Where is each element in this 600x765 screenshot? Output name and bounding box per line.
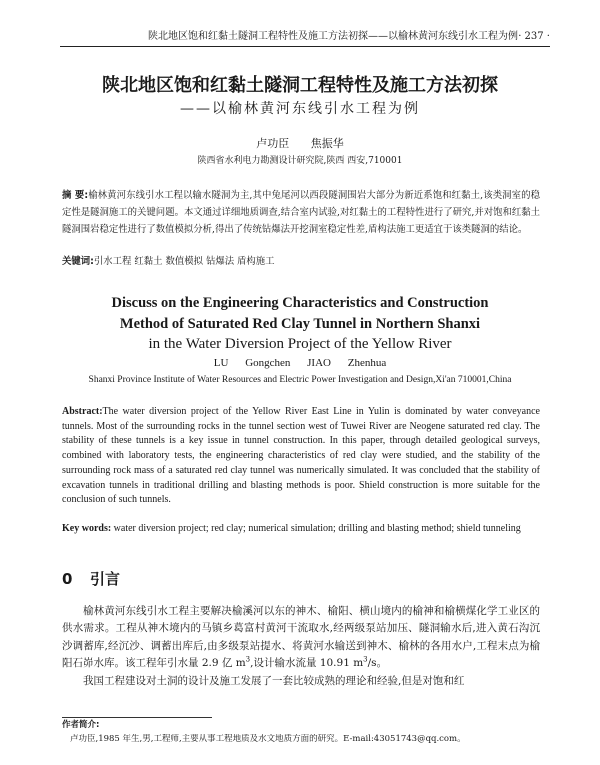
english-abstract-label: Abstract: — [62, 406, 103, 417]
section-heading — [62, 570, 120, 588]
chinese-authors: 卢功臣 焦振华 — [256, 137, 344, 150]
chinese-subtitle: ——以榆林黄河东线引水工程为例 — [180, 101, 420, 117]
section-title: 引言 — [90, 570, 121, 588]
header-rule — [60, 46, 550, 47]
body-text — [62, 603, 540, 690]
footnote-text: 卢功臣,1985 年生,男,工程师,主要从事工程地质及水文地质方面的研究。E-mail:43051743@qq.com。 — [70, 734, 466, 744]
english-keywords-label: Key words: — [62, 523, 112, 534]
english-title-line-2: Method of Saturated Red Clay Tunnel in Northern Shanxi — [119, 316, 481, 332]
chinese-keywords-label: 关键词: — [62, 256, 94, 267]
footnote-rule — [62, 717, 212, 718]
running-head-title: 陕北地区饱和红黏土隧洞工程特性及施工方法初探——以榆林黄河东线引水工程为例 — [148, 31, 518, 42]
english-title-line-3: in the Water Diversion Project of the Yellow River — [148, 336, 452, 352]
english-keywords — [62, 522, 540, 537]
english-title-line-1: Discuss on the Engineering Characteristics and Construction — [111, 295, 489, 311]
english-keywords-text: water diversion project; red clay; numerical simulation; drilling and blasting method; shield tunneling — [113, 523, 521, 534]
body-paragraph-1-end: /s。 — [367, 657, 388, 670]
chinese-keywords-text: 引水工程 红黏土 数值模拟 钻爆法 盾构施工 — [93, 256, 275, 267]
chinese-affiliation: 陕西省水利电力勘测设计研究院,陕西 西安,710001 — [197, 156, 403, 166]
english-authors: LU Gongchen JIAO Zhenhua — [213, 357, 387, 369]
chinese-title: 陕北地区饱和红黏土隧洞工程特性及施工方法初探 — [102, 75, 498, 96]
body-paragraph-1-cont: ,设计输水流量 10.91 m — [250, 657, 364, 670]
page-number: · 237 · — [518, 31, 550, 42]
body-paragraph-2: 我国工程建设对土洞的设计及施工发展了一套比较成熟的理论和经验,但是对饱和红 — [83, 674, 465, 687]
chinese-keywords — [62, 255, 540, 269]
english-abstract-text: The water diversion project of the Yellow River East Line in Yulin is dominated by water conveyance tunnels. Most of the surrounding rocks in the tunnel section west of Tuwei River are Neogene saturated red clay. The stability of these tunnels is a key issue in tunnel construction. In this paper, through detailed geological surveys, combined with laboratory tests, the engineering characteristics of red clay were studied, and the stability of the surrounding rock mass of a saturated red clay tunnel was numerically simulated. It was concluded that the stability of excavation tunnels in traditional drilling and blasting methods is poor. Shield construction is more suitable for the conclusion of such tunnels. — [62, 406, 540, 506]
chinese-abstract — [62, 187, 540, 238]
section-number: 0 — [62, 570, 73, 588]
english-affiliation: Shanxi Province Institute of Water Resources and Electric Power Investigation and Design,Xi'an 710001,China — [88, 375, 512, 385]
body-paragraph-1 — [62, 603, 540, 673]
body-paragraph-1-text: 榆林黄河东线引水工程主要解决榆溪河以东的神木、榆阳、横山境内的榆神和榆横煤化学工业区的供水需求。工程从神木境内的马镇乡葛富村黄河干流取水,经两级泵站加压、隧洞输水后,进入黄石沟沉沙调蓄库,经沉沙、调蓄出库后,由多级泵站提水、将黄河水输送到神木、榆林的各用水户,工程末点为榆阳石峁水库。该工程年引水量 2.9 亿 m — [62, 605, 540, 670]
superscript-3b: 3 — [363, 655, 368, 664]
footnote-label: 作者简介: — [62, 720, 100, 730]
english-abstract — [62, 405, 540, 508]
chinese-abstract-label: 摘 要: — [62, 190, 89, 201]
chinese-abstract-text: 榆林黄河东线引水工程以输水隧洞为主,其中兔尾河以西段隧洞围岩大部分为新近系饱和红黏土,该类洞室的稳定性是隧洞施工的关键问题。本文通过详细地质调查,结合室内试验,对红黏土的工程特性进行了研究,并对饱和红黏土隧洞围岩稳定性进行了数值模拟分析,得出了传统钻爆法开挖洞室稳定性差,盾构法施工更适宜于该类隧洞的结论。 — [62, 190, 540, 235]
superscript-3: 3 — [245, 655, 251, 664]
